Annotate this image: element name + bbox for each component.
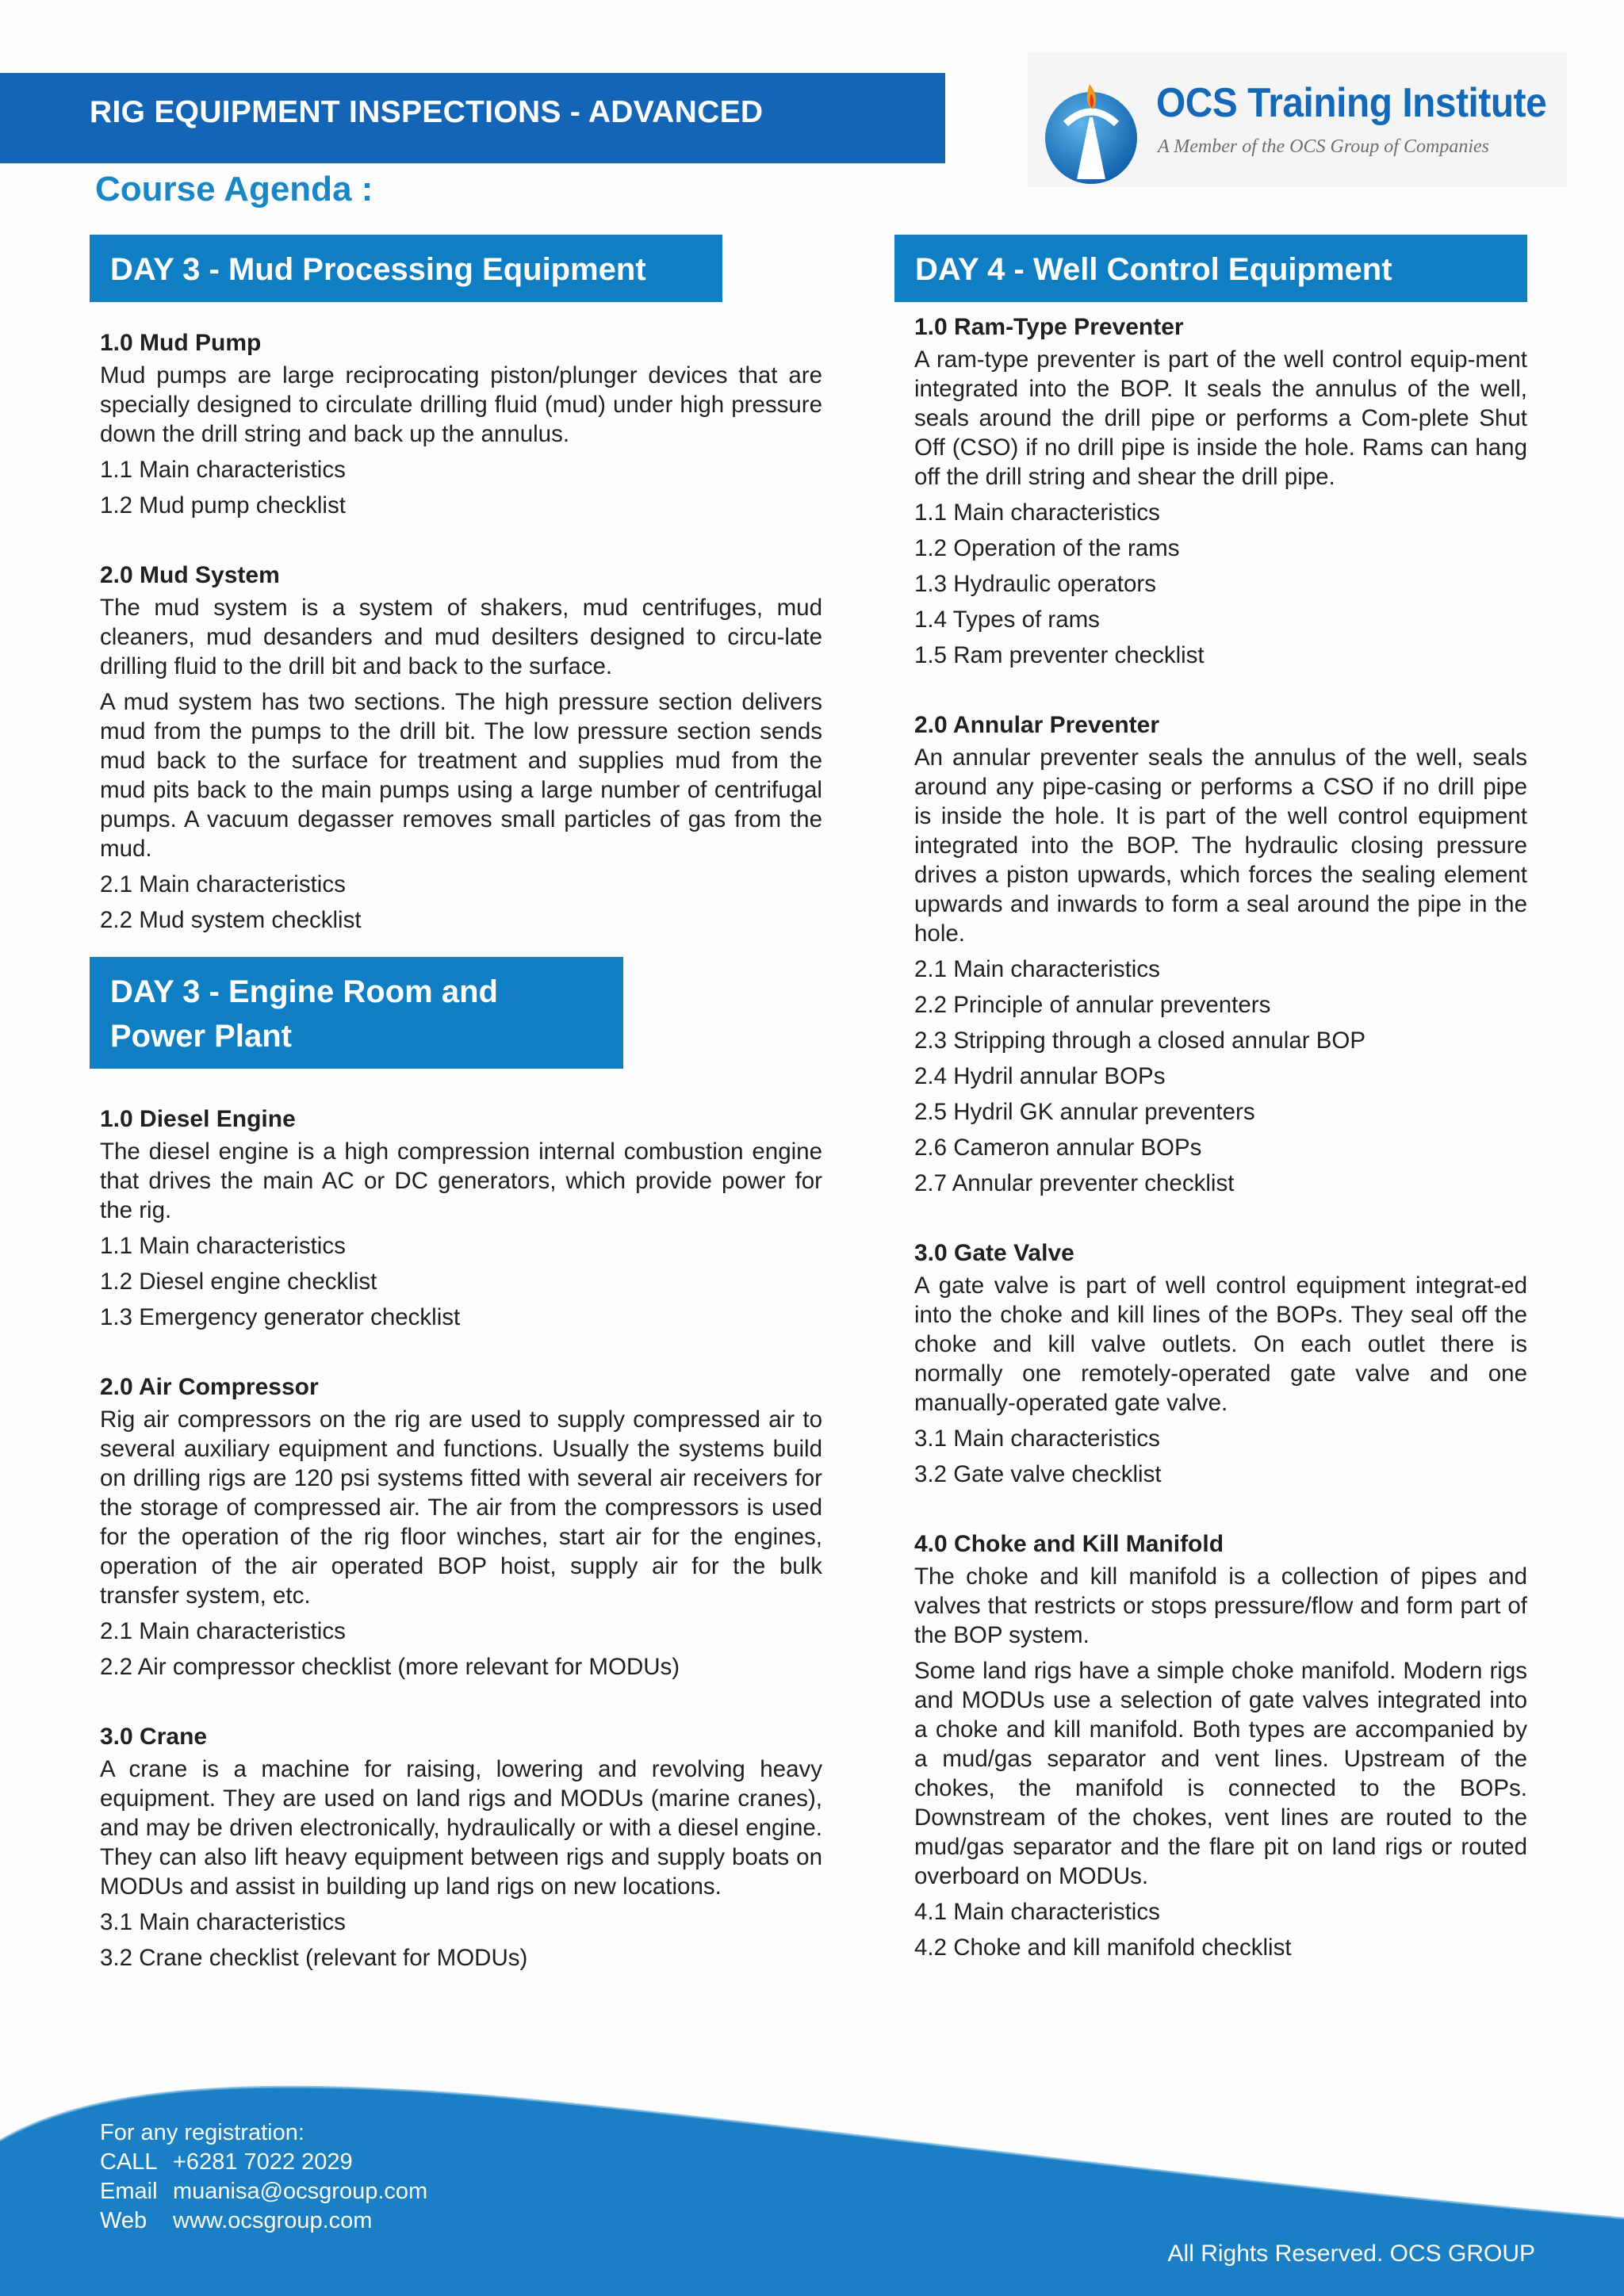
list-item: 4.1 Main characteristics: [914, 1899, 1160, 1925]
list-item: 3.2 Gate valve checklist: [914, 1461, 1162, 1487]
list-item: 1.2 Diesel engine checklist: [100, 1269, 377, 1295]
registration-label: For any registration:: [100, 2120, 304, 2145]
section-diesel-engine: [100, 1102, 822, 1332]
section-title: 3.0 Gate Valve: [914, 1240, 1074, 1266]
section-title: 2.0 Annular Preventer: [914, 712, 1160, 738]
list-item: 2.1 Main characteristics: [100, 1618, 346, 1644]
email-line: [100, 2177, 427, 2206]
list-item: 1.2 Mud pump checklist: [100, 492, 346, 519]
call-line: [100, 2148, 427, 2177]
list-item: 2.5 Hydril GK annular preventers: [914, 1099, 1255, 1125]
section-text: The diesel engine is a high compression internal combustion engine that drives the main AC or DC generators, which provide power for the rig.: [100, 1138, 822, 1223]
banner-line: Power Plant: [110, 1019, 292, 1054]
logo: [1028, 52, 1567, 187]
list-item: 4.2 Choke and kill manifold checklist: [914, 1934, 1292, 1961]
list-item: 1.2 Operation of the rams: [914, 535, 1180, 561]
section-annular-preventer: [914, 708, 1527, 1198]
section-choke-kill-manifold: [914, 1527, 1527, 1962]
course-title: RIG EQUIPMENT INSPECTIONS - ADVANCED: [90, 95, 764, 129]
section-text: A mud system has two sections. The high pressure section delivers mud from the pumps to the drill bit. The low pressure section sends mud back to the surface for treatment and supplies mud from the mud pits back to the main pumps using a large number of centrifugal pumps. A vacuum degasser removes small particles of gas from the mud.: [100, 689, 822, 862]
list-item: 1.3 Emergency generator checklist: [100, 1304, 461, 1330]
list-item: 2.7 Annular preventer checklist: [914, 1170, 1235, 1196]
list-item: 1.5 Ram preventer checklist: [914, 642, 1205, 668]
web-line: [100, 2206, 427, 2236]
email-value[interactable]: muanisa@ocsgroup.com: [173, 2179, 428, 2204]
left-column: [90, 235, 822, 1979]
section-text: The mud system is a system of shakers, mud centrifuges, mud cleaners, mud desanders and mud desilters designed to circu-late drilling fluid to the drill bit and back to the surface.: [100, 595, 822, 679]
section-ram-preventer: [914, 310, 1527, 670]
right-column: [894, 235, 1527, 1969]
call-label: CALL: [100, 2149, 158, 2175]
list-item: 2.2 Mud system checklist: [100, 907, 362, 933]
section-text: A gate valve is part of well control equipment integrat-ed into the choke and kill lines of the BOPs. They seal off the choke and kill valve outlets. On each outlet there is normally one remotely-operated gate valve and one manually-operated gate valve.: [914, 1272, 1527, 1416]
web-value[interactable]: www.ocsgroup.com: [173, 2208, 373, 2233]
banner-line: DAY 3 - Engine Room and: [110, 974, 498, 1009]
list-item: 1.1 Main characteristics: [914, 499, 1160, 526]
list-item: 2.2 Principle of annular preventers: [914, 992, 1271, 1018]
list-item: 2.2 Air compressor checklist (more relevant for MODUs): [100, 1654, 680, 1680]
section-gate-valve: [914, 1236, 1527, 1489]
section-mud-pump: [100, 326, 822, 520]
list-item: 2.4 Hydril annular BOPs: [914, 1063, 1166, 1089]
section-text: A ram-type preventer is part of the well control equip-ment integrated into the BOP. It seals the annulus of the well, seals around the drill pipe or performs a Com-plete Shut Off (CSO) if no drill pipe is inside the hole. Rams can hang off the drill string and shear the drill pipe.: [914, 346, 1527, 490]
section-text: Some land rigs have a simple choke manifold. Modern rigs and MODUs use a selection of gate valves integrated into a choke and kill manifold. Both types are accompanied by a mud/gas separator and vent lines. Upstream of the chokes, the manifold is connected to the BOPs. Downstream of the chokes, vent lines are routed to the mud/gas separator and the flare pit on land rigs or routed overboard on MODUs.: [914, 1658, 1527, 1889]
logo-tagline: A Member of the OCS Group of Companies: [1158, 136, 1489, 157]
registration-info: [100, 2118, 427, 2236]
section-text: A crane is a machine for raising, lowering and revolving heavy equipment. They are used on land rigs and MODUs (marine cranes), and may be driven electronically, hydraulically or with a diesel engine. They can also lift heavy equipment between rigs and supply boats on MODUs and assist in building up land rigs on new locations.: [100, 1756, 822, 1900]
section-title: 2.0 Mud System: [100, 562, 280, 588]
section-title: 3.0 Crane: [100, 1724, 208, 1750]
list-item: 2.1 Main characteristics: [100, 871, 346, 897]
list-item: 1.3 Hydraulic operators: [914, 571, 1156, 597]
list-item: 3.1 Main characteristics: [914, 1425, 1160, 1452]
logo-name: OCS Training Institute: [1156, 80, 1547, 126]
web-label: Web: [100, 2208, 147, 2233]
agenda-title: Course Agenda :: [95, 170, 373, 209]
list-item: 2.1 Main characteristics: [914, 956, 1160, 982]
list-item: 3.1 Main characteristics: [100, 1909, 346, 1935]
section-crane: [100, 1720, 822, 1973]
section-text: The choke and kill manifold is a collection of pipes and valves that restricts or stops pressure/flow and form part of the BOP system.: [914, 1563, 1527, 1648]
day3-engine-banner: [90, 957, 623, 1069]
day3-mud-banner: DAY 3 - Mud Processing Equipment: [90, 235, 722, 302]
list-item: 1.4 Types of rams: [914, 607, 1100, 633]
day4-banner: DAY 4 - Well Control Equipment: [894, 235, 1527, 302]
section-title: 1.0 Ram-Type Preventer: [914, 314, 1184, 340]
list-item: 1.1 Main characteristics: [100, 1233, 346, 1259]
section-title: 1.0 Mud Pump: [100, 330, 262, 356]
section-title: 2.0 Air Compressor: [100, 1374, 319, 1400]
section-text: Mud pumps are large reciprocating piston/plunger devices that are specially designed to circulate drilling fluid (mud) under high pressure down the drill string and back up the annulus.: [100, 362, 822, 447]
section-mud-system: [100, 558, 822, 935]
list-item: 3.2 Crane checklist (relevant for MODUs): [100, 1945, 528, 1971]
section-title: 4.0 Choke and Kill Manifold: [914, 1531, 1224, 1557]
section-air-compressor: [100, 1370, 822, 1682]
list-item: 2.3 Stripping through a closed annular BOP: [914, 1027, 1366, 1054]
section-text: Rig air compressors on the rig are used to supply compressed air to several auxiliary equipment and functions. Usually the systems build on drilling rigs are 120 psi systems fitted with several air receivers for the storage of compressed air. The air from the compressors is used for the operation of the rig floor winches, start air for the engines, operation of the air operated BOP hoist, supply air for the bulk transfer system, etc.: [100, 1406, 822, 1609]
ocs-logo-icon: [1044, 68, 1147, 187]
call-value[interactable]: +6281 7022 2029: [173, 2149, 353, 2175]
list-item: 2.6 Cameron annular BOPs: [914, 1135, 1202, 1161]
list-item: 1.1 Main characteristics: [100, 457, 346, 483]
section-text: An annular preventer seals the annulus of the well, seals around any pipe-casing or performs a CSO if no drill pipe is inside the hole. It is part of the well control equipment integrated into the BOP. The hydraulic closing pressure drives a piston upwards, which forces the sealing element upwards and inwards to form a seal around the pipe in the hole.: [914, 744, 1527, 947]
copyright: All Rights Reserved. OCS GROUP: [1167, 2241, 1535, 2267]
section-title: 1.0 Diesel Engine: [100, 1106, 296, 1132]
email-label: Email: [100, 2179, 158, 2204]
